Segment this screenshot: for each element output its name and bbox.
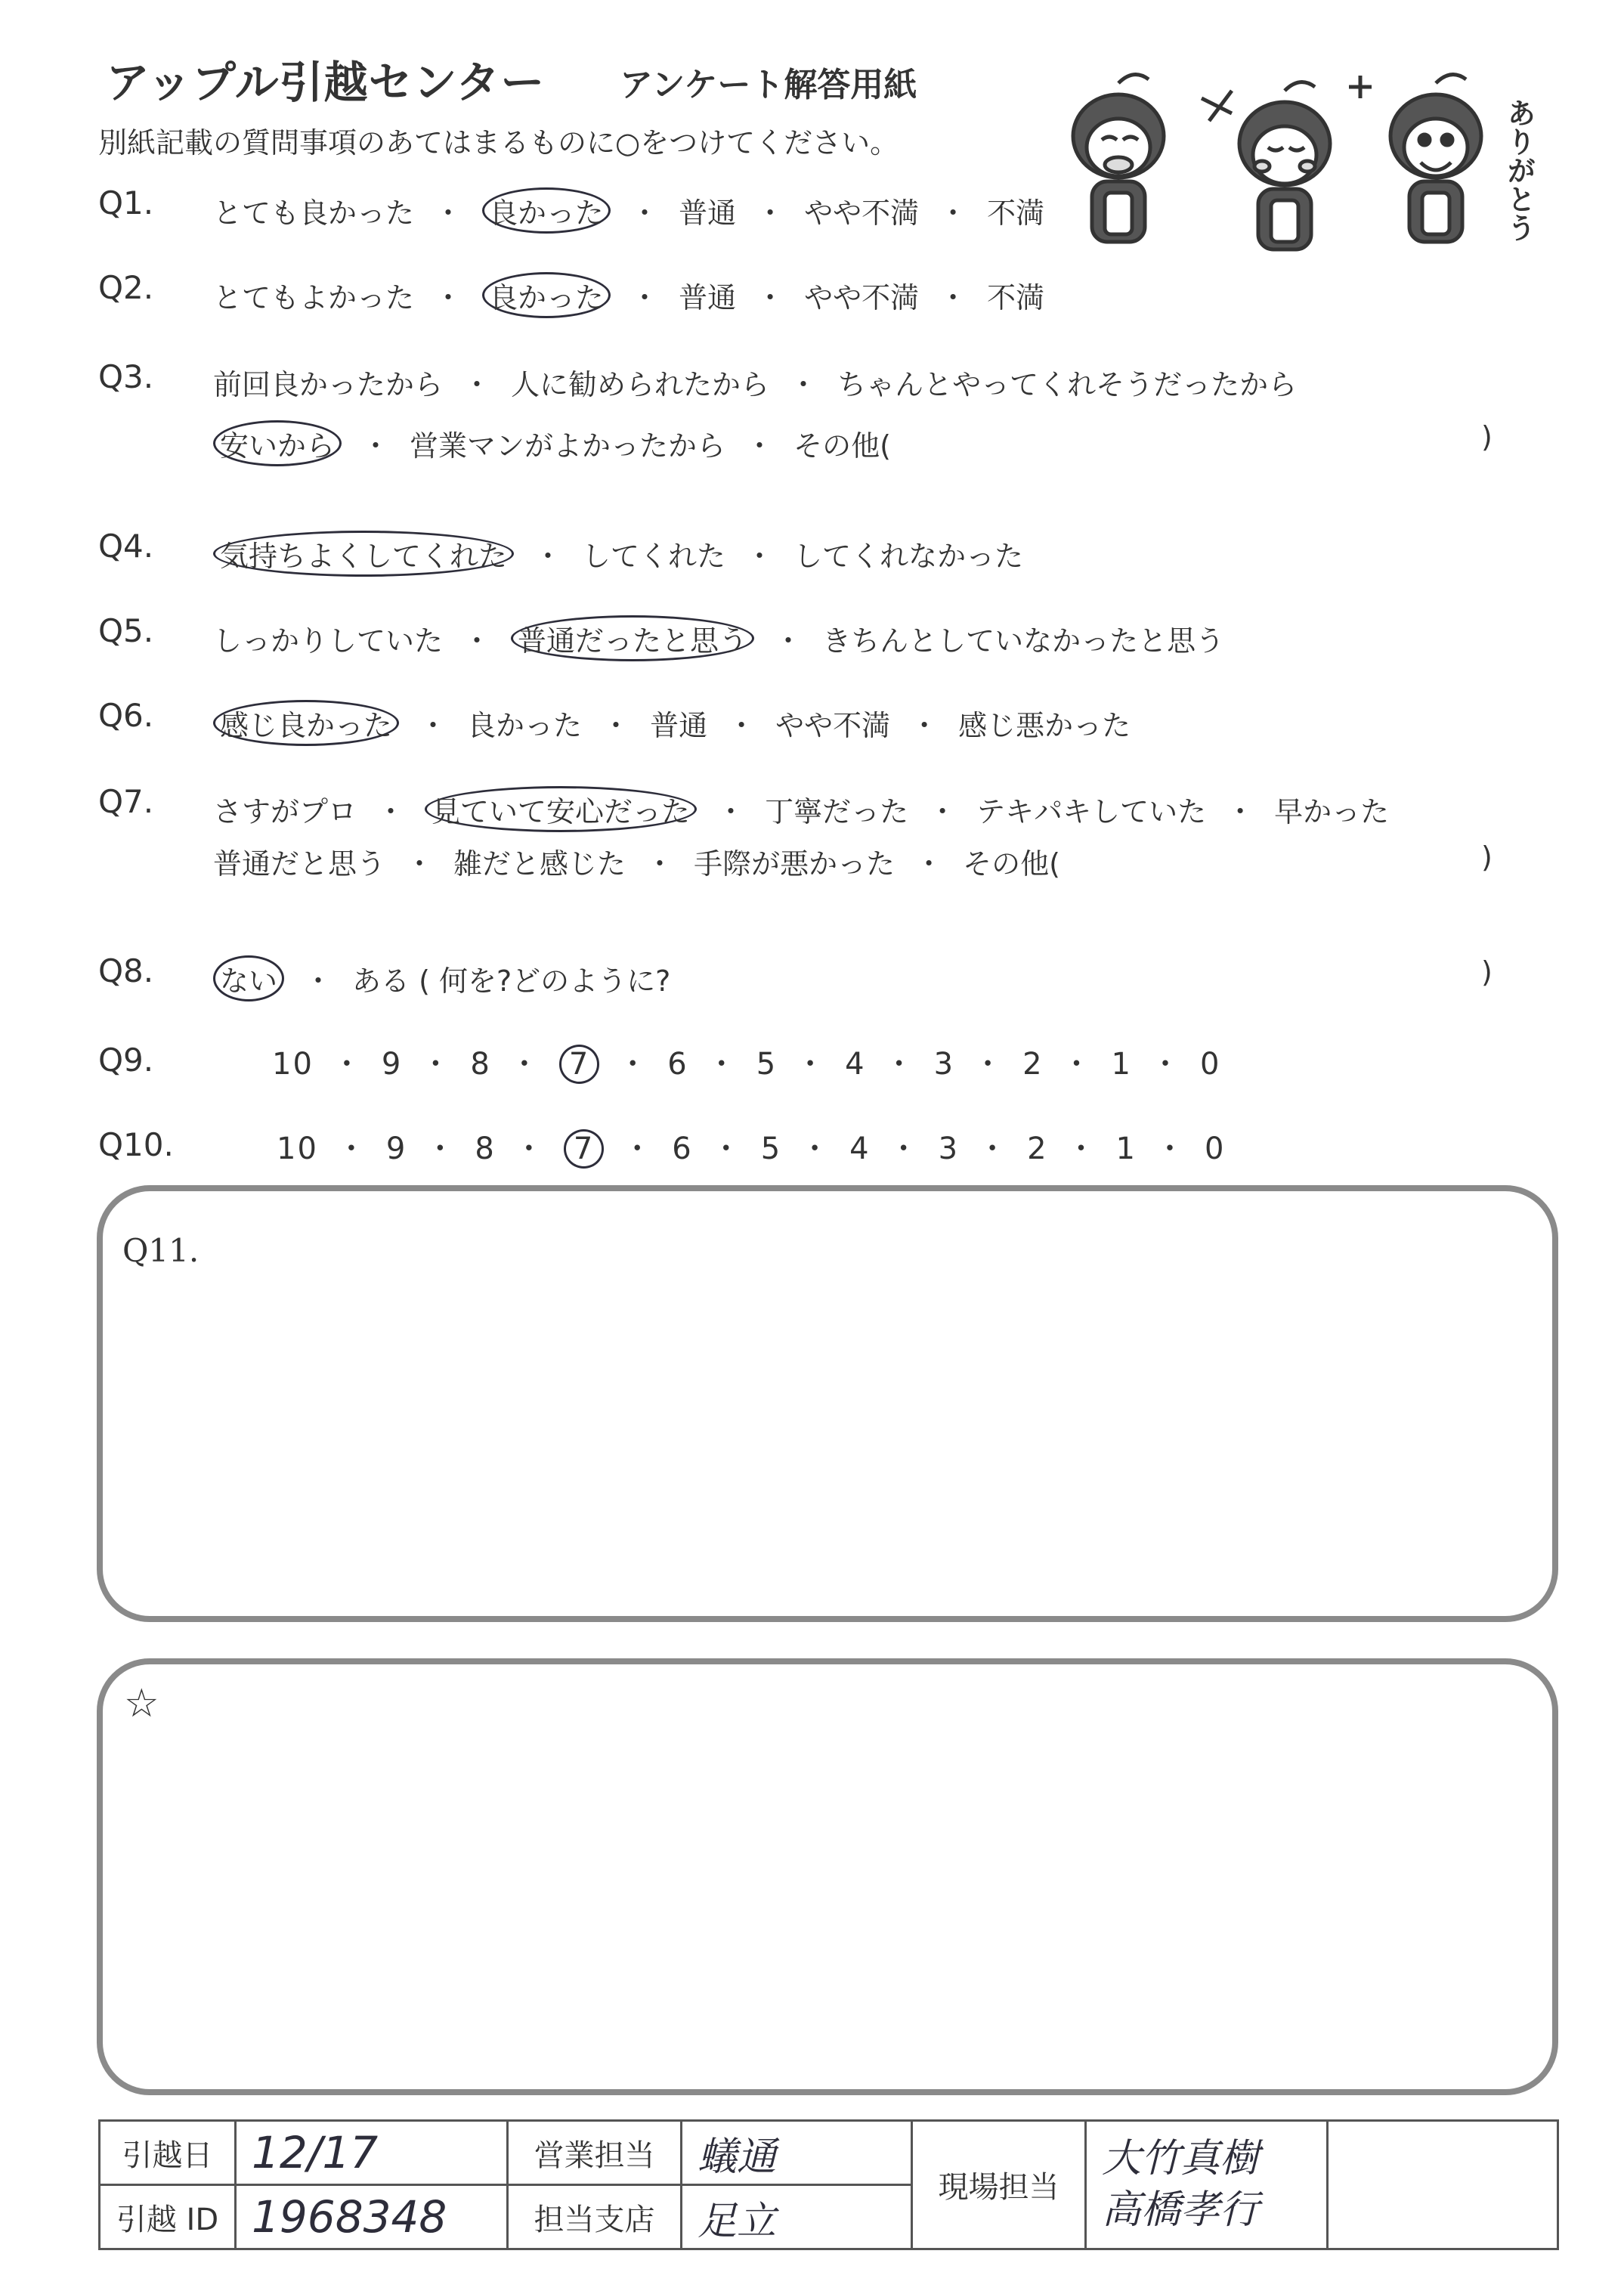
move-id-value[interactable] [236,2185,508,2249]
field-staff-1-handwritten: 大竹真樹 [1102,2135,1260,2181]
star-comment-box[interactable] [97,1658,1558,2095]
q4-options-line [213,531,1023,577]
q7-options-line [213,841,1060,882]
field-staff-value[interactable] [1086,2121,1328,2249]
q1-options-line [213,187,1044,234]
q2-option[interactable]: 不満 [987,281,1045,314]
branch-label: 担当支店 [508,2185,682,2249]
separator-dot: ・ [434,281,463,314]
q5-option[interactable]: しっかりしていた [213,624,444,658]
separator-dot: ・ [745,540,775,573]
q11-label: Q11. [122,1232,200,1269]
q9-score-option[interactable]: 0 [1199,1047,1221,1082]
move-date-value[interactable] [236,2121,508,2185]
q7-options-line [213,786,1389,832]
separator-dot: ・ [425,1132,457,1166]
q1-option-circled[interactable]: 良かった [482,187,611,234]
separator-dot: ・ [939,197,968,230]
separator-dot: ・ [361,429,391,463]
q7-option[interactable]: 普通だと思う [213,847,386,881]
question-label-3: Q3. [98,358,154,395]
separator-dot: ・ [336,1132,368,1166]
separator-dot: ・ [774,624,803,658]
q5-option[interactable]: きちんとしていなかったと思う [822,624,1225,658]
q9-score-option[interactable]: 8 [470,1047,491,1082]
q10-score-option[interactable]: 6 [672,1132,693,1166]
q1-option[interactable]: とても良かった [213,197,415,230]
q11-comment-box[interactable] [97,1185,1558,1622]
q7-close-paren: ) [1481,841,1493,874]
q9-score-option[interactable]: 2 [1022,1047,1044,1082]
q6-option[interactable]: 普通 [650,709,708,742]
q7-option[interactable]: その他( [963,847,1060,881]
q10-score-option[interactable]: 5 [760,1132,782,1166]
branch-handwritten: 足立 [698,2198,777,2244]
move-date-label: 引越日 [100,2121,236,2185]
q2-option[interactable]: やや不満 [804,281,920,314]
q7-option[interactable]: 雑だと感じた [453,847,626,881]
q3-options-line [213,420,891,466]
separator-dot: ・ [910,709,939,742]
q10-score-option[interactable]: 3 [938,1132,960,1166]
q6-options-line [213,700,1131,746]
q2-option[interactable]: とてもよかった [213,281,415,314]
move-date-handwritten: 12/17 [252,2127,379,2178]
q10-score-option[interactable]: 0 [1204,1132,1226,1166]
field-staff-label: 現場担当 [912,2121,1086,2249]
q2-option-circled[interactable]: 良かった [482,272,611,318]
separator-dot: ・ [883,1047,916,1082]
question-label-1: Q1. [98,184,154,221]
form-title: アンケート解答用紙 [620,66,917,104]
q7-option[interactable]: 丁寧だった [765,795,909,828]
question-label-6: Q6. [98,697,154,734]
q4-option[interactable]: してくれた [582,540,726,573]
separator-dot: ・ [419,709,448,742]
separator-dot: ・ [888,1132,920,1166]
separator-dot: ・ [1149,1047,1182,1082]
q7-option[interactable]: 早かった [1274,795,1390,828]
info-table [98,2119,1559,2250]
separator-dot: ・ [617,1047,650,1082]
separator-dot: ・ [973,1047,1005,1082]
q10-score-option[interactable]: 1 [1115,1132,1137,1166]
separator-dot: ・ [376,795,406,828]
company-name: アップル引越センター [106,57,546,108]
q9-scale[interactable] [272,1040,1220,1084]
q1-option[interactable]: 不満 [987,197,1045,230]
q9-score-option[interactable]: 9 [381,1047,403,1082]
instruction-text: 別紙記載の質問事項のあてはまるものに○をつけてください。 [98,126,899,159]
separator-dot: ・ [462,368,492,401]
q8-option-circled[interactable]: ない [213,955,284,1001]
q10-score-option[interactable]: 8 [475,1132,496,1166]
q10-label: Q10. [98,1126,174,1163]
separator-dot: ・ [789,368,818,401]
q9-score-option[interactable]: 6 [667,1047,688,1082]
separator-dot: ・ [304,964,333,998]
q8-close-paren: ) [1481,955,1493,989]
q6-option[interactable]: 感じ悪かった [958,709,1131,742]
q1-option[interactable]: やや不満 [804,197,920,230]
q6-option[interactable]: やや不満 [775,709,891,742]
q10-score-option[interactable]: 2 [1027,1132,1048,1166]
sales-name-handwritten: 蟻通 [698,2134,777,2180]
q9-score-option-circled[interactable]: 7 [559,1045,599,1084]
separator-dot: ・ [331,1047,363,1082]
q10-score-option[interactable]: 4 [849,1132,871,1166]
q4-option[interactable]: してくれなかった [793,540,1024,573]
q3-options-line [213,361,1297,403]
q7-option-circled[interactable]: 見ていて安心だった [425,786,697,832]
q7-option[interactable]: さすがプロ [213,795,357,828]
separator-dot: ・ [914,847,944,881]
q4-option-circled[interactable]: 気持ちよくしてくれた [213,531,514,577]
question-label-7: Q7. [98,783,154,820]
q9-score-option[interactable]: 3 [933,1047,955,1082]
q3-option[interactable]: ちゃんとやってくれそうだったから [837,368,1298,401]
q7-option[interactable]: テキパキしていた [976,795,1207,828]
q3-option[interactable]: 人に勧められたから [511,368,770,401]
sales-label: 営業担当 [508,2121,682,2185]
question-label-5: Q5. [98,612,154,649]
q9-score-option[interactable]: 1 [1111,1047,1132,1082]
separator-dot: ・ [756,281,785,314]
separator-dot: ・ [706,1047,738,1082]
separator-dot: ・ [602,709,631,742]
separator-dot: ・ [630,197,660,230]
separator-dot: ・ [756,197,785,230]
separator-dot: ・ [977,1132,1010,1166]
separator-dot: ・ [462,624,492,658]
q3-option[interactable]: その他( [793,429,891,463]
separator-dot: ・ [405,847,435,881]
separator-dot: ・ [534,540,563,573]
separator-dot: ・ [630,281,660,314]
q10-score-option-circled[interactable]: 7 [564,1129,604,1169]
q10-scale[interactable] [277,1125,1225,1169]
question-label-4: Q4. [98,528,154,565]
q8-options-line [213,955,670,1001]
monkey-mascots-illustration [1028,53,1557,265]
q7-option[interactable]: 手際が悪かった [694,847,896,881]
q3-option[interactable]: 営業マンがよかったから [410,429,726,463]
separator-dot: ・ [509,1047,541,1082]
move-id-label: 引越 ID [100,2185,236,2249]
separator-dot: ・ [622,1132,654,1166]
sales-value[interactable] [682,2121,912,2185]
q9-score-option[interactable]: 5 [756,1047,778,1082]
separator-dot: ・ [645,847,675,881]
separator-dot: ・ [1154,1132,1186,1166]
q2-option[interactable]: 普通 [679,281,737,314]
q8-option[interactable]: ある ( 何を?どのように? [352,964,671,998]
separator-dot: ・ [745,429,775,463]
separator-dot: ・ [420,1047,453,1082]
separator-dot: ・ [710,1132,743,1166]
q5-options-line [213,615,1224,661]
move-id-handwritten: 1968348 [252,2191,447,2243]
separator-dot: ・ [716,795,746,828]
q3-option[interactable]: 前回良かったから [213,368,444,401]
separator-dot: ・ [939,281,968,314]
field-staff-2-handwritten: 高橋孝行 [1102,2187,1260,2233]
q10-score-option[interactable]: 10 [277,1132,318,1166]
thanks-text: ありがとう [1502,98,1536,242]
separator-dot: ・ [727,709,756,742]
separator-dot: ・ [795,1047,827,1082]
separator-dot: ・ [434,197,463,230]
separator-dot: ・ [928,795,957,828]
separator-dot: ・ [1061,1047,1093,1082]
branch-value[interactable] [682,2185,912,2249]
q5-option-circled[interactable]: 普通だったと思う [511,615,754,661]
separator-dot: ・ [1226,795,1255,828]
separator-dot: ・ [513,1132,546,1166]
q3-close-paren: ) [1481,420,1493,454]
q2-options-line [213,272,1044,318]
q3-option-circled[interactable]: 安いから [213,420,342,466]
q10-score-option[interactable]: 9 [385,1132,407,1166]
q9-score-option[interactable]: 10 [272,1047,314,1082]
separator-dot: ・ [800,1132,832,1166]
q9-score-option[interactable]: 4 [845,1047,866,1082]
q1-option[interactable]: 普通 [679,197,737,230]
star-label: ☆ [124,1681,159,1726]
q6-option-circled[interactable]: 感じ良かった [213,700,399,746]
q9-label: Q9. [98,1042,154,1079]
separator-dot: ・ [1066,1132,1098,1166]
question-label-2: Q2. [98,269,154,306]
q6-option[interactable]: 良かった [467,709,583,742]
blank-cell [1328,2121,1558,2249]
question-label-8: Q8. [98,952,154,989]
